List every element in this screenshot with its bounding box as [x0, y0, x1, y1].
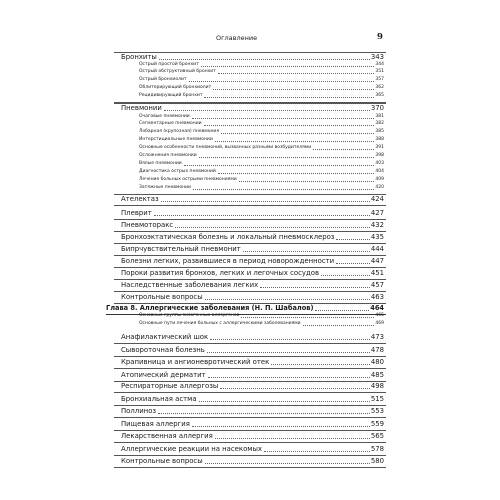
toc-subsection-entry[interactable] [139, 154, 384, 159]
toc-section-entry[interactable] [121, 258, 384, 265]
toc-dot-leader [199, 157, 375, 158]
toc-entry-page: 351 [375, 69, 384, 74]
toc-dot-leader [215, 141, 375, 142]
toc-separator [114, 219, 386, 220]
toc-entry-title: Анафилактический шок [121, 333, 209, 341]
toc-dot-leader [271, 364, 370, 365]
toc-section-entry[interactable] [121, 446, 384, 453]
toc-entry-page: 362 [375, 85, 384, 90]
toc-dot-leader [336, 239, 369, 240]
toc-entry-page: 469 [375, 321, 384, 326]
toc-dot-leader [215, 438, 370, 439]
toc-dot-leader [313, 149, 374, 150]
toc-entry-title: Затяжные пневмонии [139, 185, 191, 190]
toc-dot-leader [193, 189, 374, 190]
toc-dot-leader [218, 173, 375, 174]
toc-dot-leader [303, 325, 375, 326]
toc-section-entry[interactable] [121, 210, 384, 217]
toc-section-entry[interactable] [121, 270, 384, 277]
toc-entry-page: 391 [375, 145, 384, 150]
toc-dot-leader [218, 73, 375, 74]
toc-entry-page: 447 [370, 257, 384, 265]
toc-dot-leader [158, 413, 370, 414]
toc-dot-leader [243, 251, 370, 252]
toc-entry-title: Вялые пневмонии [139, 161, 182, 166]
toc-entry-title: Пищевая аллергия [121, 420, 190, 428]
toc-separator [114, 243, 386, 244]
toc-subsection-entry[interactable] [139, 86, 384, 91]
toc-entry-title: Диагностика острых пневмоний [139, 169, 216, 174]
toc-entry-page: 343 [370, 53, 384, 61]
toc-entry-title: Респираторные аллергозы [121, 382, 219, 390]
toc-dot-leader [184, 165, 375, 166]
toc-separator [114, 430, 386, 431]
toc-separator [114, 267, 386, 268]
toc-dot-leader [241, 317, 374, 318]
toc-entry-page: 559 [370, 420, 384, 428]
toc-separator [114, 231, 386, 232]
toc-entry-title: Острый обструктивный бронхит [139, 69, 216, 74]
toc-entry-page: 365 [375, 93, 384, 98]
toc-entry-page: 464 [370, 304, 384, 312]
toc-dot-leader [336, 263, 370, 264]
toc-entry-page: 485 [370, 371, 384, 379]
toc-entry-page: 578 [370, 445, 384, 453]
toc-subsection-entry[interactable] [139, 78, 384, 83]
toc-subsection-entry[interactable] [139, 63, 384, 68]
toc-subsection-entry[interactable] [139, 130, 384, 135]
toc-entry-page: 580 [370, 457, 384, 465]
toc-separator [114, 343, 386, 344]
toc-entry-title: Контрольные вопросы [121, 293, 203, 301]
toc-section-entry[interactable] [121, 421, 384, 428]
toc-entry-page: 457 [370, 281, 384, 289]
toc-entry-page: 385 [375, 129, 384, 134]
toc-dot-leader [164, 110, 370, 111]
toc-entry-title: Контрольные вопросы [121, 457, 203, 465]
toc-entry-page: 473 [370, 333, 384, 341]
toc-dot-leader [221, 133, 374, 134]
toc-entry-title: Бронхиты [121, 53, 157, 61]
toc-dot-leader [321, 275, 370, 276]
toc-entry-title: Лекарственная аллергия [121, 432, 213, 440]
toc-section-entry[interactable] [121, 433, 384, 440]
toc-subsection-entry[interactable] [139, 170, 384, 175]
toc-entry-title: Пневмоторакс [121, 221, 174, 229]
toc-dot-leader [192, 426, 370, 427]
toc-dot-leader [264, 451, 370, 452]
toc-chapter-entry[interactable] [106, 305, 384, 312]
toc-separator [114, 405, 386, 406]
toc-section-entry[interactable] [121, 372, 384, 379]
toc-entry-title: Сегментарные пневмонии [139, 121, 202, 126]
toc-entry-title: Бронхоэктатическая болезнь и локальный пневмосклероз [121, 233, 335, 241]
toc-entry-page: 444 [370, 245, 384, 253]
toc-entry-title: Крапивница и ангионевротический отек [121, 358, 270, 366]
toc-entry-title: Наследственные заболевания легких [121, 281, 259, 289]
toc-subsection-entry[interactable] [139, 146, 384, 151]
toc-entry-page: 451 [370, 269, 384, 277]
toc-entry-title: Основные группы экзогенных аллергенов [139, 313, 240, 318]
toc-dot-leader [159, 59, 370, 60]
toc-entry-page: 357 [375, 77, 384, 82]
toc-dot-leader [239, 181, 375, 182]
toc-dot-leader [207, 352, 370, 353]
toc-separator [114, 417, 386, 418]
toc-dot-leader [220, 388, 370, 389]
toc-entry-title: Пороки развития бронхов, легких и легочных сосудов [121, 269, 320, 277]
toc-separator [114, 467, 386, 468]
toc-entry-title: Пневмонии [121, 104, 162, 112]
toc-entry-page: 435 [370, 233, 384, 241]
toc-section-entry[interactable] [121, 54, 384, 61]
toc-section-entry[interactable] [121, 234, 384, 241]
toc-entry-title: Осложнения пневмонии [139, 153, 197, 158]
toc-dot-leader [199, 401, 370, 402]
toc-separator [114, 392, 386, 393]
toc-section-entry[interactable] [121, 196, 384, 203]
toc-entry-page: 553 [370, 407, 384, 415]
toc-entry-page: 427 [370, 209, 384, 217]
toc-dot-leader [175, 227, 370, 228]
toc-dot-leader [189, 81, 375, 82]
toc-entry-page: 370 [370, 104, 384, 112]
toc-dot-leader [204, 97, 374, 98]
toc-dot-leader [205, 463, 370, 464]
toc-section-entry[interactable] [121, 359, 384, 366]
toc-section-entry[interactable] [121, 396, 384, 403]
toc-dot-leader [208, 377, 370, 378]
toc-section-entry[interactable] [121, 246, 384, 253]
page-number: 9 [377, 32, 383, 42]
toc-entry-title: Сывороточная болезнь [121, 346, 205, 354]
toc-subsection-entry[interactable] [139, 314, 384, 319]
toc-entry-title: Облитерирующий бронхиолит [139, 85, 212, 90]
toc-dot-leader [205, 299, 370, 300]
toc-entry-page: 515 [370, 395, 384, 403]
toc-entry-title: Бронхиальная астма [121, 395, 197, 403]
toc-subsection-entry[interactable] [139, 115, 384, 120]
toc-entry-page: 463 [370, 293, 384, 301]
toc-entry-page: 409 [375, 177, 384, 182]
toc-entry-page: 420 [375, 185, 384, 190]
toc-entry-page: 480 [370, 358, 384, 366]
toc-separator [114, 356, 386, 357]
toc-dot-leader [204, 125, 375, 126]
toc-entry-title: Основные пути лечения больных с аллергическими заболеваниями [139, 321, 301, 326]
toc-entry-page: 381 [375, 114, 384, 119]
toc-subsection-entry[interactable] [139, 322, 384, 327]
toc-entry-page: 398 [375, 153, 384, 158]
toc-separator [114, 455, 386, 456]
toc-entry-title: Бипрчувствительный пневмонит [121, 245, 241, 253]
toc-separator [114, 291, 386, 292]
toc-dot-leader [161, 201, 370, 202]
toc-entry-page: 478 [370, 346, 384, 354]
toc-subsection-entry[interactable] [139, 122, 384, 127]
toc-entry-page: 432 [370, 221, 384, 229]
toc-entry-title: Болезни легких, развившиеся в период новорожденности [121, 257, 335, 265]
toc-entry-title: Острый бронхиолит [139, 77, 187, 82]
toc-entry-page: 565 [370, 432, 384, 440]
toc-dot-leader [192, 118, 375, 119]
toc-subsection-entry[interactable] [139, 186, 384, 191]
toc-separator [114, 205, 386, 206]
toc-separator [114, 279, 386, 280]
toc-section-entry[interactable] [121, 105, 384, 112]
toc-entry-title: Аллергические реакции на насекомых [121, 445, 263, 453]
toc-subsection-entry[interactable] [139, 178, 384, 183]
toc-entry-title: Лобарная (крупозная) пневмония [139, 129, 220, 134]
toc-entry-title: Поллиноз [121, 407, 157, 415]
toc-entry-page: 424 [370, 195, 384, 203]
toc-entry-page: 465 [375, 313, 384, 318]
toc-entry-page: 403 [375, 161, 384, 166]
toc-entry-title: Острый простой бронхит [139, 62, 199, 67]
running-title: Оглавление [216, 34, 258, 42]
toc-entry-page: 382 [375, 121, 384, 126]
toc-section-entry[interactable] [121, 282, 384, 289]
toc-section-entry[interactable] [121, 408, 384, 415]
toc-subsection-entry[interactable] [139, 70, 384, 75]
toc-section-entry[interactable] [121, 458, 384, 465]
toc-entry-title: Интерстициальные пневмонии [139, 137, 213, 142]
toc-section-entry[interactable] [121, 334, 384, 341]
toc-entry-title: Основные особенности пневмоний, вызванных разными возбудителями [139, 145, 312, 150]
toc-entry-page: 388 [375, 137, 384, 142]
toc-section-entry[interactable] [121, 222, 384, 229]
toc-entry-title: Глава 8. Аллергические заболевания (Н. П. Шабалов) [106, 304, 314, 312]
toc-subsection-entry[interactable] [139, 94, 384, 99]
toc-subsection-entry[interactable] [139, 162, 384, 167]
toc-entry-page: 344 [375, 62, 384, 67]
toc-entry-title: Рецидивирующий бронхит [139, 93, 203, 98]
toc-dot-leader [154, 215, 370, 216]
toc-section-entry[interactable] [121, 294, 384, 301]
toc-dot-leader [260, 287, 370, 288]
toc-dot-leader [210, 339, 370, 340]
toc-entry-title: Лечение больных острыми пневмониями [139, 177, 237, 182]
toc-entry-title: Ателектаз [121, 195, 159, 203]
toc-entry-title: Плеврит [121, 209, 152, 217]
toc-separator [114, 368, 386, 369]
toc-dot-leader [213, 89, 374, 90]
toc-separator [114, 442, 386, 443]
toc-subsection-entry[interactable] [139, 138, 384, 143]
toc-section-entry[interactable] [121, 347, 384, 354]
toc-separator [114, 255, 386, 256]
toc-entry-page: 498 [370, 382, 384, 390]
toc-section-entry[interactable] [121, 383, 384, 390]
toc-entry-title: Очаговые пневмонии [139, 114, 190, 119]
toc-entry-page: 404 [375, 169, 384, 174]
toc-dot-leader [201, 66, 375, 67]
toc-dot-leader [315, 310, 369, 311]
toc-entry-title: Атопический дерматит [121, 371, 206, 379]
